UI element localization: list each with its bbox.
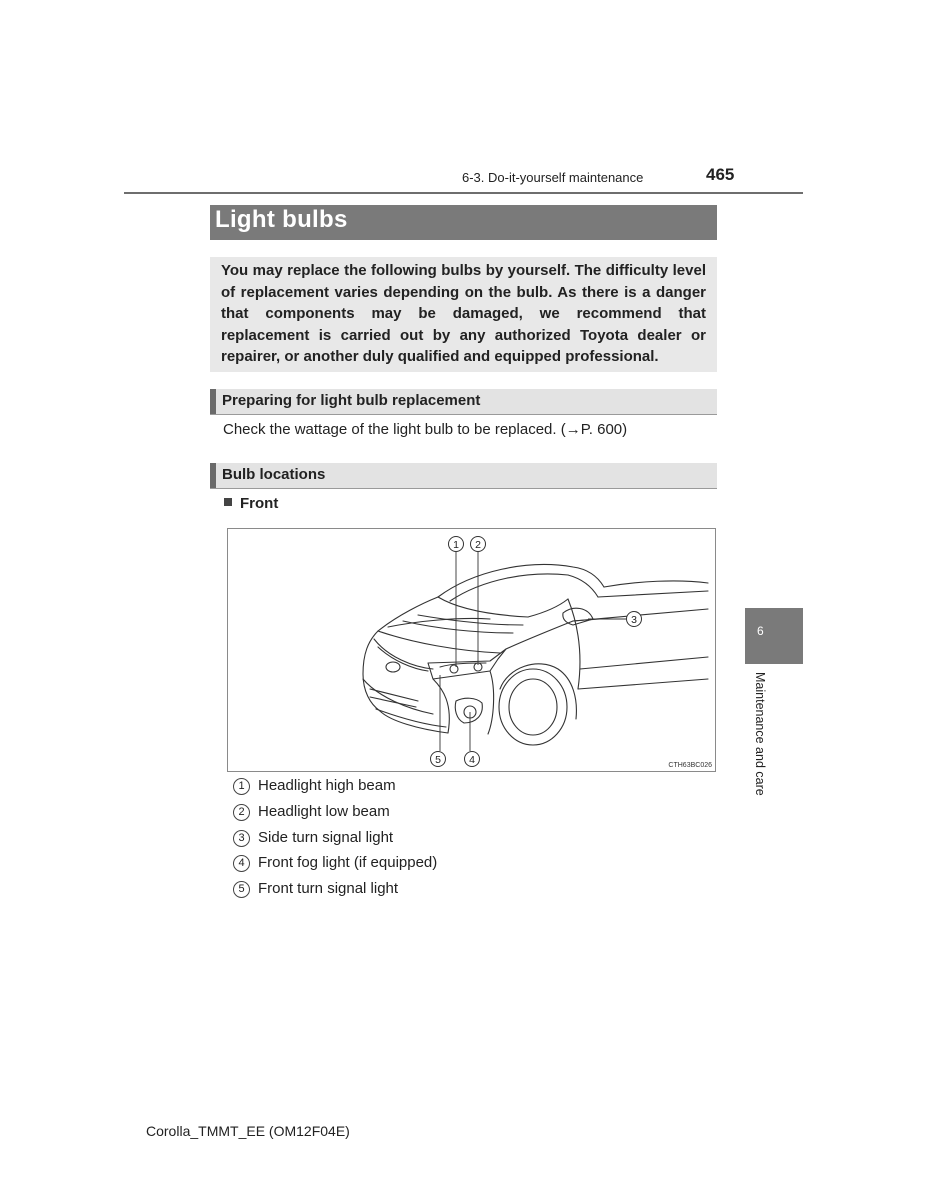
figure-code: CTH63BC026 [668, 762, 712, 769]
legend-label: Front turn signal light [258, 880, 399, 897]
callout-1 [449, 537, 464, 552]
legend-number: 3 [233, 830, 250, 847]
legend-number: 1 [233, 778, 250, 795]
intro-text: You may replace the following bulbs by yourself. The difficulty level of replacement varies depending on the bulb. As there is a danger that components may be damaged, we recommend that replacement is carried out by any authorized Toyota dealer or repairer, or another duly qualified and equipped professional. [221, 262, 706, 365]
legend-label: Headlight low beam [258, 803, 390, 820]
header-divider [124, 192, 803, 194]
legend-label: Side turn signal light [258, 829, 394, 846]
callout-1-label: 1 [453, 539, 459, 551]
front-label-text: Front [240, 495, 279, 512]
chapter-tab[interactable] [745, 608, 803, 664]
subheading-preparing [210, 389, 717, 415]
legend-item [233, 854, 437, 874]
legend-item [233, 777, 396, 797]
intro-box [210, 257, 717, 372]
subheading-bulb-locations-label: Bulb locations [222, 466, 326, 483]
callout-3 [627, 612, 642, 627]
chapter-number: 6 [757, 624, 764, 638]
callout-2-label: 2 [475, 539, 481, 551]
callout-5-label: 5 [435, 754, 441, 766]
section-reference: 6-3. Do-it-yourself maintenance [462, 170, 644, 185]
footer-doc-id: Corolla_TMMT_EE (OM12F04E) [146, 1123, 350, 1139]
legend-number: 4 [233, 855, 250, 872]
page-title: Light bulbs [215, 206, 348, 233]
page-number: 465 [706, 165, 735, 184]
subheading-preparing-label: Preparing for light bulb replacement [222, 392, 481, 409]
legend-item [233, 880, 398, 900]
legend-number: 5 [233, 881, 250, 898]
callout-3-label: 3 [631, 614, 637, 626]
car-illustration [228, 529, 717, 773]
callout-4-label: 4 [469, 754, 475, 766]
car-front-figure [227, 528, 716, 772]
subheading-bulb-locations [210, 463, 717, 489]
square-bullet-icon [224, 498, 232, 506]
callout-5 [431, 752, 446, 767]
legend-item [233, 803, 390, 823]
page-title-bar [210, 205, 717, 240]
legend-item [233, 829, 393, 849]
callout-4 [465, 752, 480, 767]
legend-label: Front fog light (if equipped) [258, 854, 438, 871]
callout-2 [471, 537, 486, 552]
preparing-text: Check the wattage of the light bulb to be replaced. (→P. 600) [223, 421, 628, 438]
chapter-label: Maintenance and care [753, 672, 767, 796]
legend-label: Headlight high beam [258, 777, 396, 794]
front-label [224, 495, 278, 512]
legend-number: 2 [233, 804, 250, 821]
